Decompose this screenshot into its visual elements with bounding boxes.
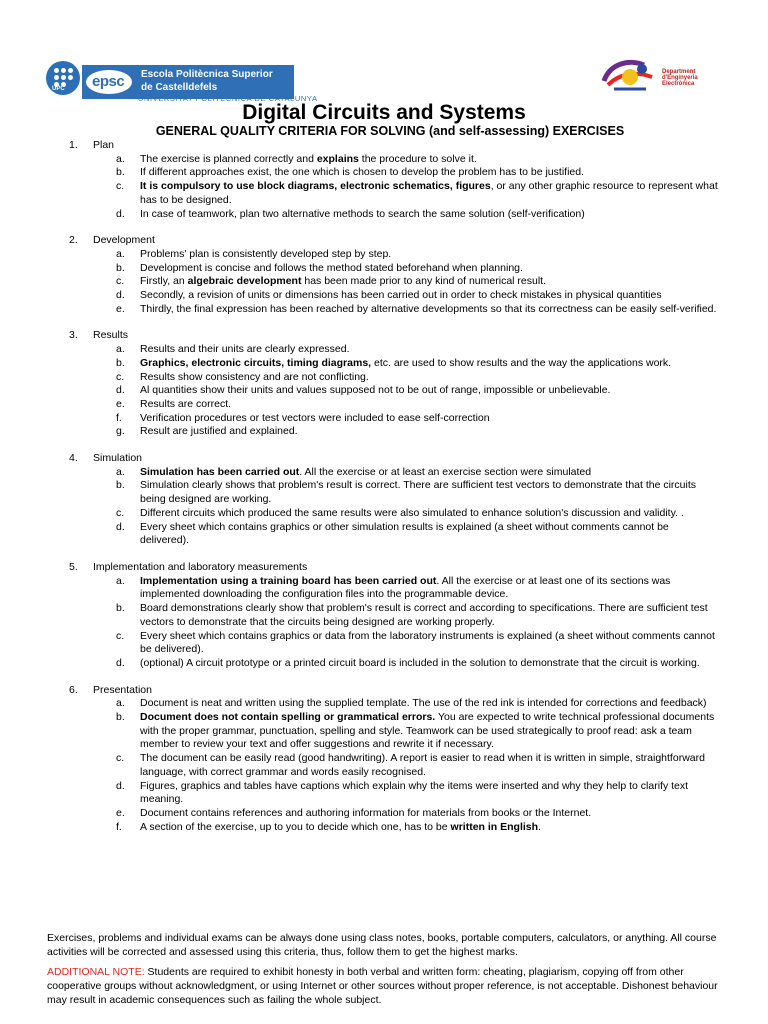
section-title: Presentation [93, 683, 152, 696]
item-text-bold: Graphics, electronic circuits, timing diagrams, [140, 356, 372, 369]
item-text-bold: explains [316, 152, 359, 165]
section-number: 6. [69, 683, 78, 696]
criteria-item [0, 752, 768, 779]
section-number: 2. [69, 234, 78, 247]
criteria-item [0, 602, 768, 629]
criteria-item [0, 575, 768, 602]
item-text-pre: Problems' plan is consistently developed step by step. [140, 247, 392, 260]
item-text-bold: written in English [450, 820, 539, 833]
section-title: Plan [93, 139, 115, 151]
criteria-item [0, 821, 768, 835]
item-letter: b. [116, 166, 125, 179]
section-heading [0, 234, 768, 248]
criteria-item [0, 412, 768, 426]
criteria-item [0, 521, 768, 548]
criteria-item [0, 398, 768, 412]
department-name-line3: Electrònica [662, 81, 695, 87]
item-text-pre: Every sheet which contains graphics or data from the laboratory instruments is explained (a sheet without comments cannot be delivered). [140, 629, 715, 656]
item-letter: b. [116, 261, 125, 274]
item-text-post: has been made prior to any kind of numerical result. [301, 275, 546, 288]
section-number: 3. [69, 329, 78, 342]
item-text-post: . All the exercise or at least an exercise section were simulated [299, 465, 592, 478]
criteria-item [0, 384, 768, 398]
section-heading [0, 139, 768, 153]
item-text-pre: Results show consistency and are not conflicting. [140, 370, 369, 383]
item-letter: c. [116, 370, 125, 383]
item-letter: a. [116, 152, 125, 165]
item-text-pre: (optional) A circuit prototype or a printed circuit board is included in the solution to demonstrate that the circuit is working. [140, 656, 700, 669]
criteria-item [0, 262, 768, 276]
item-letter: f. [116, 411, 122, 424]
item-letter: d. [116, 384, 125, 397]
item-text-bold: algebraic development [187, 275, 302, 288]
item-text-pre: The document can be easily read (good handwriting). A report is easier to read when it is written in simple, straightforward language, with correct grammar and words easily recognised. [140, 752, 705, 778]
item-text-pre: Document contains references and authoring information for materials from books or the Internet. [140, 806, 592, 819]
department-name-line2: d'Enginyeria [662, 75, 698, 81]
item-text-post: You are expected to write technical professional documents with the proper grammar, punctuation, spelling and style. Teamwork can be used strategically to proof read: ask a team member to review your text and offer suggestions and rewrite it if necessary. [140, 711, 715, 751]
document-subtitle: GENERAL QUALITY CRITERIA FOR SOLVING (and self-assessing) EXERCISES [155, 124, 625, 138]
criteria-item [0, 180, 768, 207]
criteria-item [0, 479, 768, 506]
upc-logo-text: UPC [52, 86, 65, 92]
criteria-item [0, 711, 768, 752]
university-name: UNIVERSITAT POLITÈCNICA DE CATALUNYA [138, 94, 318, 103]
item-text-bold: Simulation has been carried out [140, 465, 300, 478]
section-heading [0, 561, 768, 575]
item-text-pre: Simulation clearly shows that problem's result is correct. There are sufficient test vectors to demonstrate that the circuits being designed are working. [140, 479, 697, 506]
item-text-pre: Every sheet which contains graphics or other simulation results is explained (a sheet without comments cannot be delivered). [140, 520, 669, 547]
section-number: 4. [69, 452, 78, 465]
section-number: 1. [69, 139, 78, 151]
criteria-section [0, 139, 768, 221]
item-text-pre: Results and their units are clearly expressed. [140, 343, 350, 356]
section-title: Results [93, 329, 129, 342]
criteria-item [0, 371, 768, 385]
item-text-pre: Document is neat and written using the supplied template. The use of the red ink is intended for corrections and feedback) [140, 697, 707, 710]
criteria-section [0, 684, 768, 835]
criteria-item [0, 248, 768, 262]
item-text-pre: Secondly, a revision of units or dimensions has been carried out in order to check mistakes in physical quantities [140, 289, 662, 302]
item-letter: c. [116, 275, 125, 288]
item-letter: a. [116, 247, 125, 260]
item-text-pre: Al quantities show their units and values supposed not to be out of range, impossible or unbelievable. [140, 384, 611, 397]
criteria-item [0, 153, 768, 167]
criteria-item [0, 507, 768, 521]
criteria-item [0, 630, 768, 657]
criteria-item [0, 275, 768, 289]
item-text-pre: Different circuits which produced the same results were also simulated to enhance solution's discussion and validity. . [140, 506, 684, 519]
criteria-item [0, 657, 768, 671]
item-text-pre: Results are correct. [140, 397, 232, 410]
item-text-pre: If different approaches exist, the one which is chosen to develop the problem has to be justified. [140, 166, 584, 179]
item-letter: a. [116, 465, 125, 478]
section-title: Development [93, 234, 155, 247]
item-letter: a. [116, 697, 125, 710]
criteria-item [0, 697, 768, 711]
item-letter: a. [116, 343, 125, 356]
item-letter: c. [116, 506, 125, 519]
school-name-line2: de Castelldefels [141, 82, 218, 93]
school-name-line1: Escola Politècnica Superior [141, 69, 273, 80]
criteria-item [0, 166, 768, 180]
section-heading [0, 684, 768, 698]
criteria-item [0, 357, 768, 371]
item-text-pre: Firstly, an [140, 275, 188, 288]
usage-paragraph: Exercises, problems and individual exams can be always done using class notes, books, portable computers, calculators, or anything. All course activities will be corrected and assessed using this criteria, thus, follow them to get the highest marks. [47, 932, 717, 958]
department-name-line1: Department [662, 69, 696, 75]
item-text-pre: In case of teamwork, plan two alternative methods to search the same solution (self-verification) [140, 207, 585, 220]
item-text-bold: Document does not contain spelling or grammatical errors. [140, 711, 436, 724]
item-text-pre: Result are justified and explained. [140, 425, 298, 438]
item-text-pre: Verification procedures or test vectors were included to ease self-correction [140, 411, 490, 424]
item-letter: b. [116, 711, 125, 724]
page-header [0, 0, 768, 110]
section-heading [0, 452, 768, 466]
item-text-pre: Development is concise and follows the method stated beforehand when planning. [140, 261, 523, 274]
criteria-item [0, 466, 768, 480]
item-text-post: the procedure to solve it. [358, 152, 477, 165]
item-letter: b. [116, 602, 125, 615]
item-letter: b. [116, 356, 125, 369]
item-text-post: , or any other graphic resource to represent what has to be designed. [140, 180, 718, 206]
item-letter: d. [116, 656, 125, 669]
item-text-bold: It is compulsory to use block diagrams, electronic schematics, figures [140, 180, 491, 193]
item-text-pre: A section of the exercise, up to you to decide which one, has to be [140, 820, 451, 833]
epsc-logo-text: epsc [92, 73, 125, 90]
footer-notes [47, 932, 727, 1015]
item-text-pre: Figures, graphics and tables have captions which explain why the items were inserted and why they help to clarify text meaning. [140, 779, 689, 806]
item-letter: b. [116, 479, 125, 492]
additional-note-label: ADDITIONAL NOTE: [47, 966, 145, 979]
criteria-item [0, 208, 768, 222]
criteria-item [0, 807, 768, 821]
item-letter: c. [116, 180, 125, 193]
item-text-pre: The exercise is planned correctly and [140, 152, 317, 165]
item-letter: c. [116, 629, 125, 642]
item-letter: d. [116, 207, 125, 220]
criteria-section [0, 329, 768, 439]
criteria-item [0, 289, 768, 303]
item-text-bold: Implementation using a training board has been carried out [140, 574, 437, 587]
item-text-post: . [538, 820, 541, 833]
criteria-list [0, 139, 768, 847]
criteria-item [0, 303, 768, 317]
document-title: Digital Circuits and Systems [242, 101, 526, 124]
item-letter: d. [116, 779, 125, 792]
criteria-section [0, 561, 768, 671]
item-letter: a. [116, 574, 125, 587]
criteria-section [0, 452, 768, 548]
additional-note-text: Students are required to exhibit honesty in both verbal and written form: cheating, plagiarism, copying off from other cooperative groups without acknowledgment, or using Internet or other sources without proper reference, is not acceptable. Dishonest behaviour may result in academic consequences such as failing the whole subject. [47, 966, 718, 1006]
item-letter: e. [116, 302, 125, 315]
item-letter: e. [116, 397, 125, 410]
criteria-item [0, 343, 768, 357]
section-title: Simulation [93, 452, 143, 465]
criteria-section [0, 234, 768, 316]
item-text-pre: Thirdly, the final expression has been reached by alternative developments so that its correctness can be easily self-verified. [140, 302, 717, 315]
section-heading [0, 329, 768, 343]
department-logo [600, 55, 660, 93]
additional-note [47, 966, 727, 1007]
section-number: 5. [69, 560, 78, 573]
item-letter: e. [116, 806, 125, 819]
criteria-item [0, 780, 768, 807]
item-letter: c. [116, 752, 125, 765]
item-text-post: . All the exercise or at least one of its sections was implemented downloading the configuration files into the programmable device. [140, 574, 671, 601]
item-letter: g. [116, 425, 125, 438]
item-text-post: etc. are used to show results and the way the applications work. [371, 356, 672, 369]
item-letter: d. [116, 520, 125, 533]
criteria-item [0, 425, 768, 439]
item-letter: d. [116, 289, 125, 302]
item-text-pre: Board demonstrations clearly show that problem's result is correct and according to specifications. There are sufficient test vectors to demonstrate that the circuits being designed are working properly. [140, 602, 708, 628]
item-letter: f. [116, 820, 122, 833]
section-title: Implementation and laboratory measurements [93, 560, 308, 573]
